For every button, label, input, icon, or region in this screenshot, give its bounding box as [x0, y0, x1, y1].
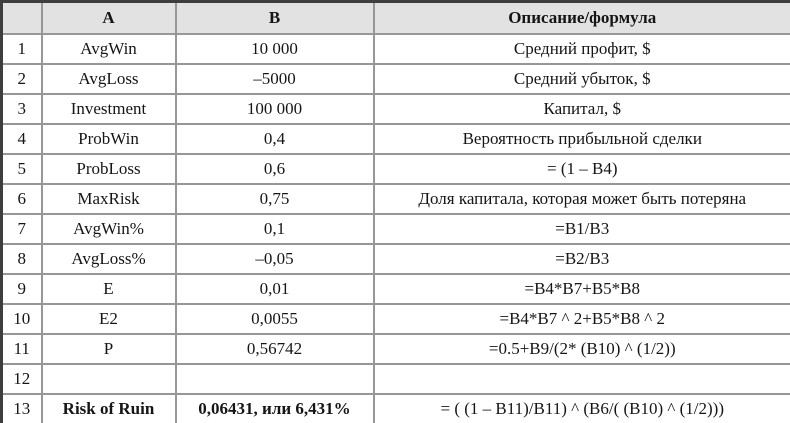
table-row	[2, 394, 790, 423]
table-row	[2, 334, 790, 364]
description-cell: Средний профит, $	[374, 34, 790, 64]
name-cell: P	[42, 334, 176, 364]
name-cell: E	[42, 274, 176, 304]
value-cell: –5000	[176, 64, 374, 94]
description-cell: =0.5+B9/(2* (B10) ^ (1/2))	[374, 334, 790, 364]
table-row	[2, 64, 790, 94]
row-number-cell: 6	[2, 184, 42, 214]
description-cell: =B2/B3	[374, 244, 790, 274]
table-row	[2, 94, 790, 124]
column-b-header: B	[176, 2, 374, 35]
value-cell: 0,1	[176, 214, 374, 244]
row-number-cell: 2	[2, 64, 42, 94]
table-row	[2, 124, 790, 154]
value-cell: 0,0055	[176, 304, 374, 334]
table-row	[2, 274, 790, 304]
name-cell: Risk of Ruin	[42, 394, 176, 423]
name-cell	[42, 364, 176, 394]
name-cell: AvgWin%	[42, 214, 176, 244]
corner-header-cell	[2, 2, 42, 35]
name-cell: AvgWin	[42, 34, 176, 64]
value-cell: 0,06431, или 6,431%	[176, 394, 374, 423]
description-cell: = (1 – B4)	[374, 154, 790, 184]
table-row	[2, 34, 790, 64]
row-number-cell: 3	[2, 94, 42, 124]
table-row	[2, 184, 790, 214]
name-cell: E2	[42, 304, 176, 334]
row-number-cell: 1	[2, 34, 42, 64]
description-cell: =B4*B7+B5*B8	[374, 274, 790, 304]
row-number-cell: 8	[2, 244, 42, 274]
name-cell: ProbLoss	[42, 154, 176, 184]
row-number-cell: 12	[2, 364, 42, 394]
description-cell: Доля капитала, которая может быть потеряна	[374, 184, 790, 214]
row-number-cell: 5	[2, 154, 42, 184]
description-cell: = ( (1 – B11)/B11) ^ (B6/( (B10) ^ (1/2)))	[374, 394, 790, 423]
table-row	[2, 154, 790, 184]
table-row	[2, 214, 790, 244]
value-cell: 0,6	[176, 154, 374, 184]
value-cell: 100 000	[176, 94, 374, 124]
description-cell: Средний убыток, $	[374, 64, 790, 94]
table-row	[2, 364, 790, 394]
row-number-cell: 13	[2, 394, 42, 423]
description-cell: =B4*B7 ^ 2+B5*B8 ^ 2	[374, 304, 790, 334]
row-number-cell: 10	[2, 304, 42, 334]
name-cell: Investment	[42, 94, 176, 124]
row-number-cell: 9	[2, 274, 42, 304]
name-cell: AvgLoss%	[42, 244, 176, 274]
row-number-cell: 7	[2, 214, 42, 244]
name-cell: AvgLoss	[42, 64, 176, 94]
table-row	[2, 304, 790, 334]
value-cell: 0,01	[176, 274, 374, 304]
description-column-header: Описание/формула	[374, 2, 790, 35]
name-cell: ProbWin	[42, 124, 176, 154]
table-row	[2, 244, 790, 274]
value-cell: 10 000	[176, 34, 374, 64]
description-cell	[374, 364, 790, 394]
value-cell: 0,56742	[176, 334, 374, 364]
description-cell: Капитал, $	[374, 94, 790, 124]
value-cell: 0,4	[176, 124, 374, 154]
value-cell: 0,75	[176, 184, 374, 214]
row-number-cell: 11	[2, 334, 42, 364]
value-cell: –0,05	[176, 244, 374, 274]
column-a-header: A	[42, 2, 176, 35]
value-cell	[176, 364, 374, 394]
name-cell: MaxRisk	[42, 184, 176, 214]
description-cell: =B1/B3	[374, 214, 790, 244]
row-number-cell: 4	[2, 124, 42, 154]
header-row	[2, 2, 790, 35]
description-cell: Вероятность прибыльной сделки	[374, 124, 790, 154]
